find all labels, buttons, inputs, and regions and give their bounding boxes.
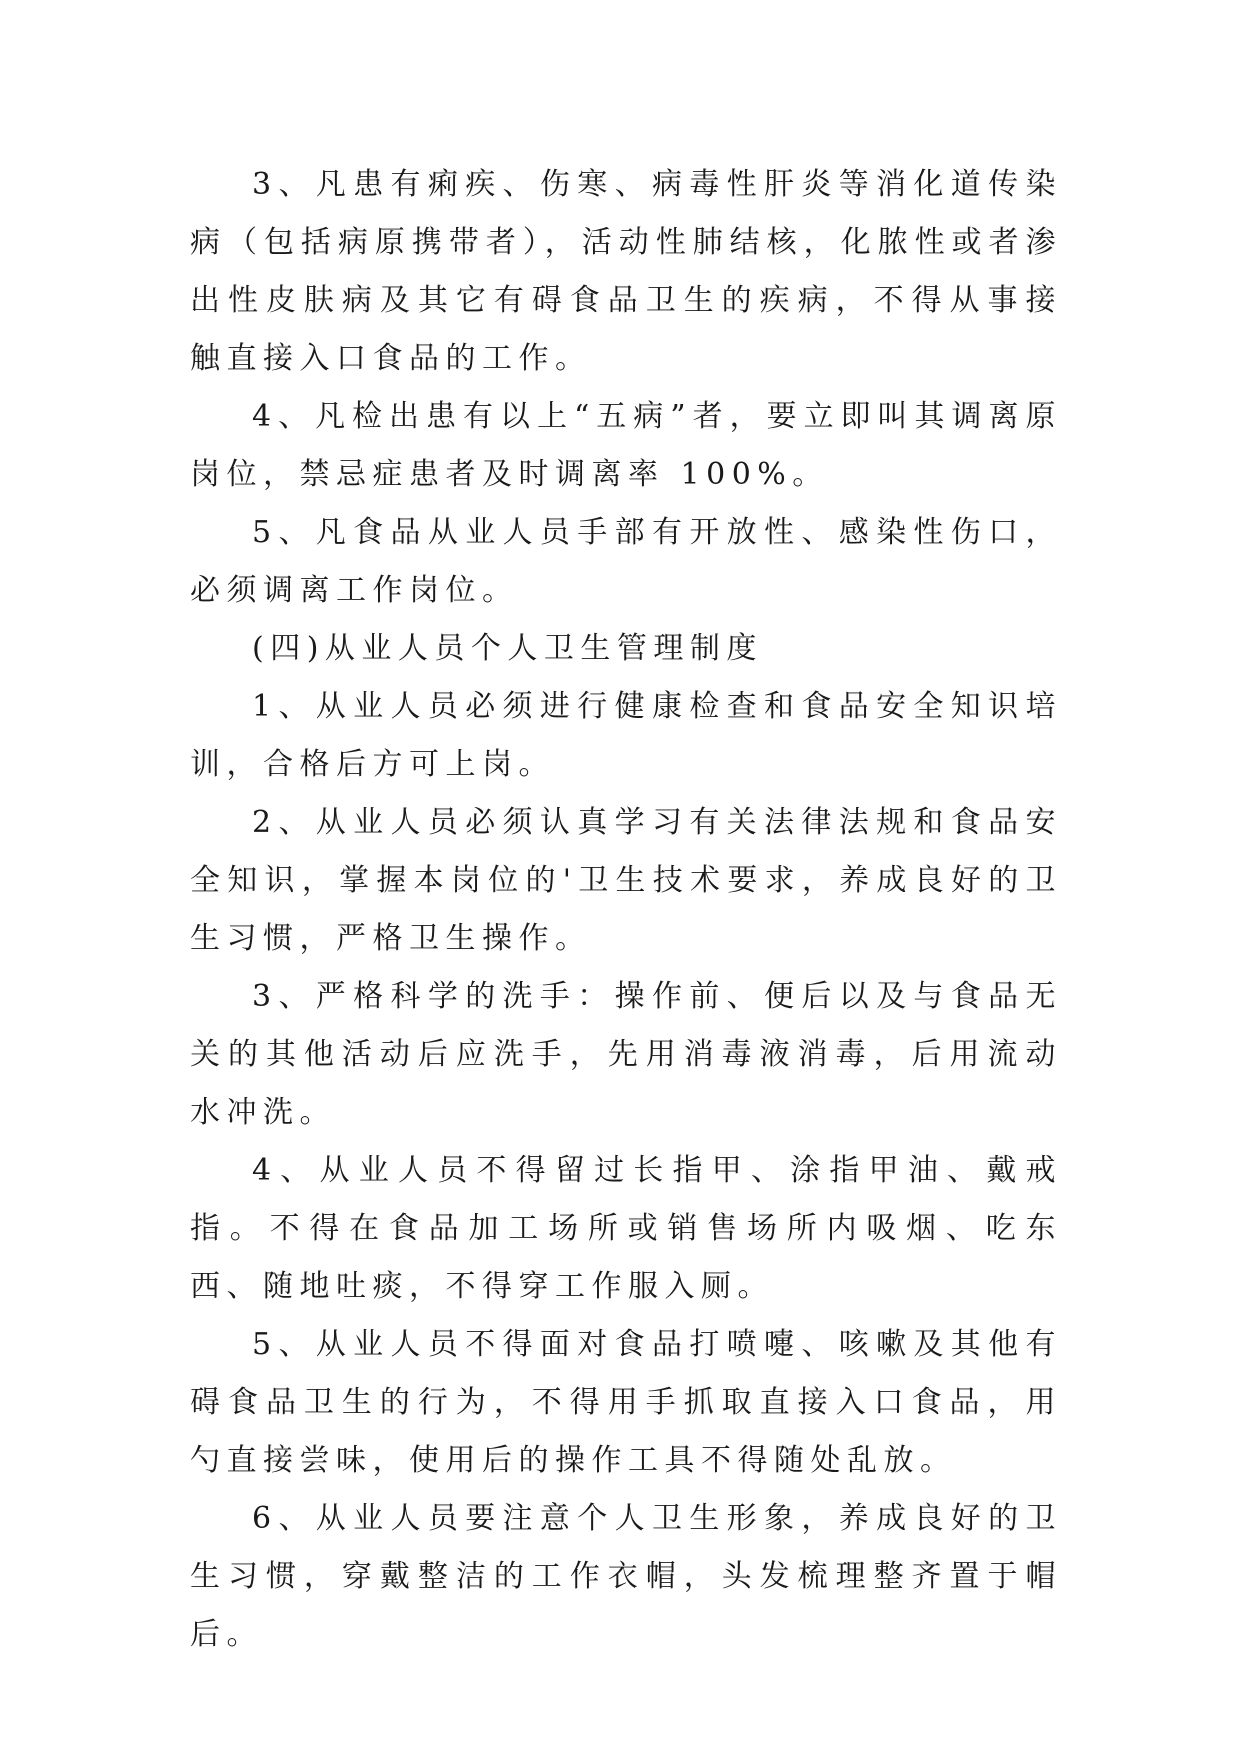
paragraph-personal-image: 6、从业人员要注意个人卫生形象，养成良好的卫生习惯，穿戴整洁的工作衣帽，头发梳理整齐置于帽后。	[190, 1501, 1062, 1652]
paragraph-sneezing-tools: 5、从业人员不得面对食品打喷嚏、咳嗽及其他有碍食品卫生的行为，不得用手抓取直接入口食品，用勺直接尝味，使用后的操作工具不得随处乱放。	[190, 1327, 1062, 1478]
paragraph-health-check-training: 1、从业人员必须进行健康检查和食品安全知识培训，合格后方可上岗。	[190, 689, 1062, 782]
paragraph-study-regulations: 2、从业人员必须认真学习有关法律法规和食品安全知识，掌握本岗位的'卫生技术要求，养成良好的卫生习惯，严格卫生操作。	[190, 805, 1062, 956]
paragraph-exclusion-diseases: 3、凡患有痢疾、伤寒、病毒性肝炎等消化道传染病（包括病原携带者），活动性肺结核，化脓性或者渗出性皮肤病及其它有碍食品卫生的疾病，不得从事接触直接入口食品的工作。	[190, 167, 1062, 376]
paragraph-hand-washing: 3、严格科学的洗手：操作前、便后以及与食品无关的其他活动后应洗手，先用消毒液消毒，后用流动水冲洗。	[190, 979, 1062, 1130]
paragraph-nails-smoking: 4、从业人员不得留过长指甲、涂指甲油、戴戒指。不得在食品加工场所或销售场所内吸烟、吃东西、随地吐痰，不得穿工作服入厕。	[190, 1153, 1062, 1304]
section-heading-personal-hygiene: (四)从业人员个人卫生管理制度	[252, 631, 763, 666]
paragraph-five-diseases-transfer: 4、凡检出患有以上“五病”者，要立即叫其调离原岗位，禁忌症患者及时调离率 100%。	[190, 399, 1062, 492]
document-body	[190, 156, 1062, 1664]
paragraph-hand-wounds: 5、凡食品从业人员手部有开放性、感染性伤口，必须调离工作岗位。	[190, 515, 1062, 608]
